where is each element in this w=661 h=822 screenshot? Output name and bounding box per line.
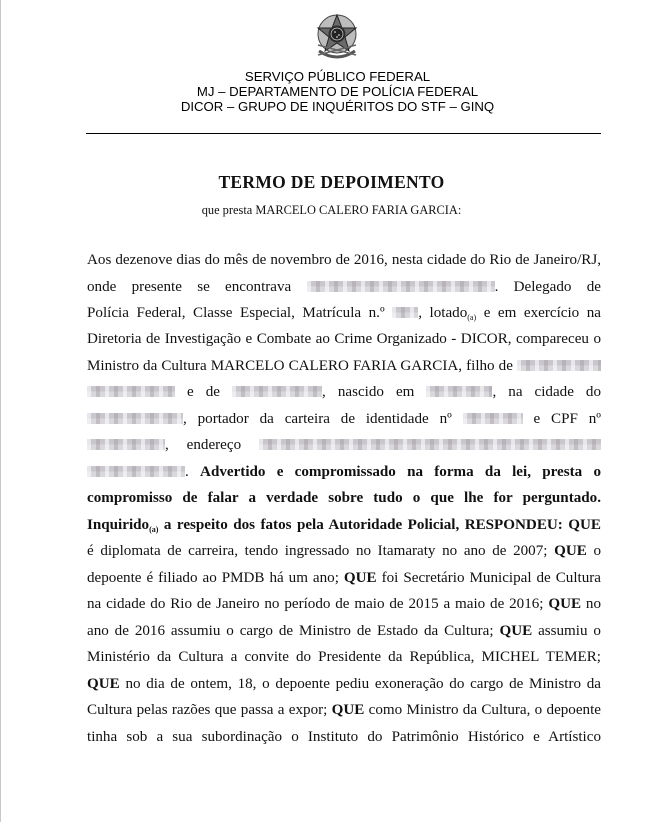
body-line bbox=[87, 462, 601, 482]
body-line bbox=[87, 303, 601, 323]
body-text: , bbox=[492, 384, 497, 400]
body-text: assumiu o bbox=[538, 623, 601, 639]
body-text: endereço bbox=[186, 437, 242, 453]
body-line bbox=[87, 700, 601, 720]
redacted-id-number bbox=[463, 413, 523, 424]
redacted-mother-name bbox=[87, 386, 175, 397]
body-text: é diplomata de carreira, tendo ingressado no Itamaraty no ano de 2007; bbox=[87, 543, 548, 559]
body-line bbox=[87, 488, 601, 508]
body-text: Polícia Federal, Classe Especial, Matrícula n.º bbox=[87, 305, 385, 321]
body-line bbox=[87, 329, 601, 349]
body-text: Ministro da Cultura MARCELO CALERO FARIA GARCIA, filho de bbox=[87, 358, 513, 374]
body-text: , bbox=[183, 411, 187, 427]
body-text: . bbox=[494, 279, 499, 295]
body-text: , bbox=[322, 384, 326, 400]
body-text: . bbox=[185, 464, 189, 480]
que-keyword: QUE bbox=[331, 702, 365, 718]
body-text: na cidade do bbox=[508, 384, 602, 400]
body-text: Diretoria de Investigação e Combate ao Crime Organizado - DICOR, compareceu o bbox=[87, 331, 601, 347]
redacted-birth-city bbox=[87, 413, 183, 424]
redacted-father-name bbox=[232, 386, 322, 397]
body-line bbox=[87, 727, 601, 747]
body-text: foi Secretário Municipal de Cultura bbox=[381, 570, 601, 586]
header-service-line: SERVIÇO PÚBLICO FEDERAL bbox=[244, 69, 431, 84]
body-line bbox=[87, 515, 601, 535]
brazil-coat-of-arms-icon bbox=[310, 9, 364, 65]
body-text: no bbox=[585, 596, 601, 612]
body-line bbox=[87, 621, 601, 641]
body-line bbox=[87, 409, 601, 429]
body-text: na cidade do Rio de Janeiro no período de maio de 2015 a maio de 2016; bbox=[87, 596, 544, 612]
body-text: Cultura pelas razões que passa a expor; bbox=[87, 702, 328, 718]
body-line bbox=[87, 277, 601, 297]
body-line bbox=[87, 250, 601, 270]
redacted-phone-number bbox=[87, 466, 185, 477]
que-keyword: QUE bbox=[499, 623, 533, 639]
header-department-line: MJ – DEPARTAMENTO DE POLÍCIA FEDERAL bbox=[196, 84, 479, 99]
que-keyword: QUE bbox=[548, 596, 582, 612]
body-text: como Ministro da Cultura, o depoente bbox=[368, 702, 601, 718]
redacted-mother-name bbox=[517, 360, 601, 371]
redacted-address bbox=[259, 439, 601, 450]
body-text: e CPF nº bbox=[533, 411, 601, 427]
redacted-registration-number bbox=[392, 307, 418, 318]
body-text: tinha sob a sua subordinação o Instituto do Patrimônio Histórico e Artístico bbox=[87, 729, 601, 745]
body-text: nascido em bbox=[337, 384, 415, 400]
redacted-delegate-name bbox=[307, 281, 495, 292]
body-text: o bbox=[593, 543, 601, 559]
header-divider bbox=[86, 133, 601, 134]
body-text: onde presente se encontrava bbox=[87, 279, 292, 295]
body-line bbox=[87, 594, 601, 614]
document-title: TERMO DE DEPOIMENTO bbox=[218, 172, 445, 192]
body-text: Delegado de bbox=[513, 279, 602, 295]
que-keyword: QUE bbox=[554, 543, 587, 559]
gender-subscript: (a) bbox=[467, 313, 477, 322]
body-text: e em exercício na bbox=[483, 305, 601, 321]
gender-subscript: (a) bbox=[149, 525, 159, 534]
body-text: , bbox=[418, 305, 422, 321]
body-text: e de bbox=[187, 384, 220, 400]
body-line bbox=[87, 647, 601, 667]
que-keyword: QUE bbox=[87, 676, 120, 692]
body-text: Advertido e compromissado na forma da lei, presta o bbox=[200, 464, 601, 480]
body-text: , bbox=[165, 437, 169, 453]
body-text: compromisso de falar a verdade sobre tudo o que lhe for perguntado. bbox=[87, 490, 601, 506]
body-line bbox=[87, 568, 601, 588]
body-line bbox=[87, 382, 601, 402]
body-text: ano de 2016 assumiu o cargo de Ministro de Estado da Cultura; bbox=[87, 623, 494, 639]
body-line bbox=[87, 674, 601, 694]
redacted-birth-date bbox=[426, 386, 492, 397]
body-text: no dia de ontem, 18, o depoente pediu exoneração do cargo de Ministro da bbox=[125, 676, 601, 692]
header-division-line: DICOR – GRUPO DE INQUÉRITOS DO STF – GINQ bbox=[180, 99, 495, 114]
redacted-cpf-number bbox=[87, 439, 165, 450]
body-text: Inquirido bbox=[87, 517, 150, 533]
body-text: Ministério da Cultura a convite do Presidente da República, MICHEL TEMER; bbox=[87, 649, 601, 665]
body-text: depoente é filiado ao PMDB há um ano; bbox=[87, 570, 339, 586]
body-text: Aos dezenove dias do mês de novembro de 2016, nesta cidade do Rio de Janeiro/RJ, bbox=[87, 252, 601, 268]
body-text: lotado bbox=[429, 305, 468, 321]
document-subtitle: que presta MARCELO CALERO FARIA GARCIA: bbox=[201, 203, 462, 217]
body-line bbox=[87, 435, 601, 455]
body-text: portador da carteira de identidade nº bbox=[197, 411, 452, 427]
body-line bbox=[87, 541, 601, 561]
que-keyword: QUE bbox=[568, 517, 601, 533]
que-keyword: QUE bbox=[343, 570, 377, 586]
body-line bbox=[87, 356, 601, 376]
body-text: a respeito dos fatos pela Autoridade Policial, RESPONDEU: bbox=[163, 517, 563, 533]
